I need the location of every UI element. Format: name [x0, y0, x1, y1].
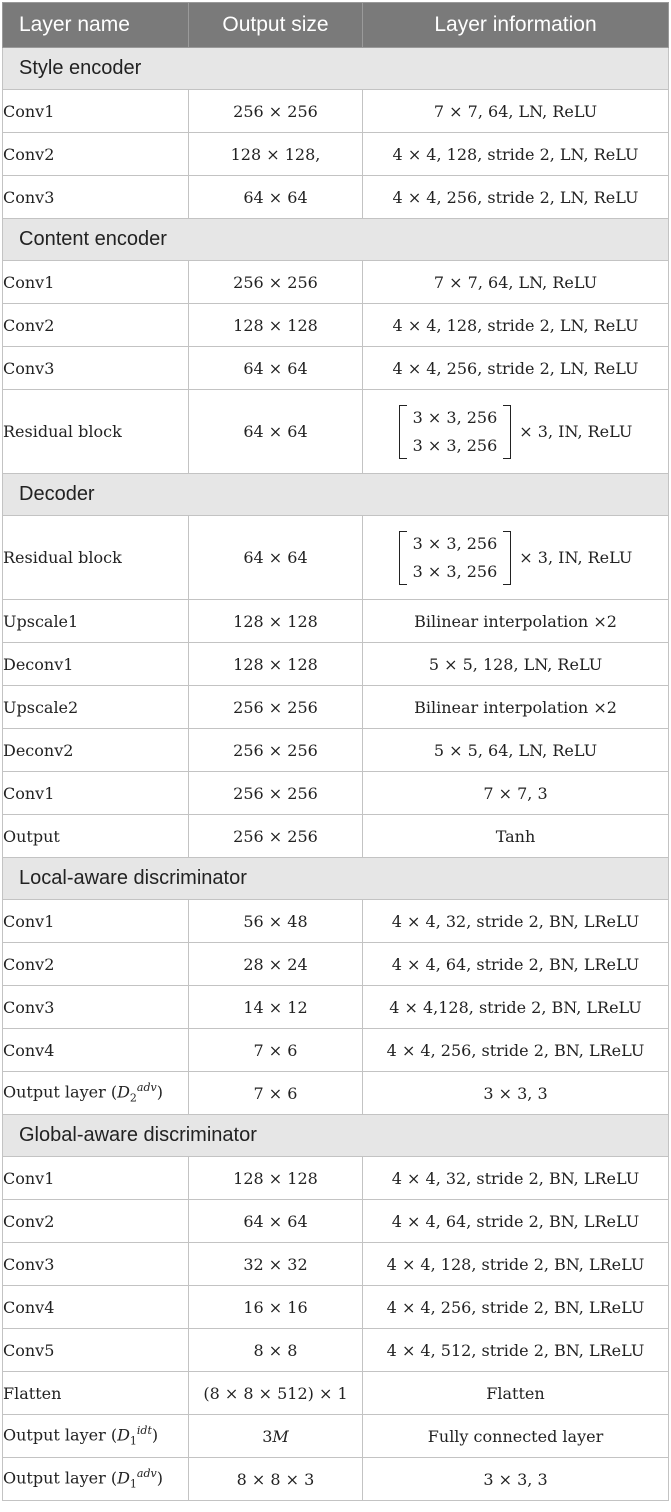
output-size: 128 × 128 [189, 600, 363, 643]
output-size: 64 × 64 [189, 516, 363, 600]
size-number: 3 [262, 1426, 273, 1446]
layer-name: Output [3, 815, 189, 858]
layer-name: Residual block [3, 390, 189, 474]
section-title: Content encoder [3, 219, 669, 261]
layer-info: 4 × 4, 128, stride 2, LN, ReLU [363, 304, 669, 347]
output-size: 7 × 6 [189, 1029, 363, 1072]
section-title: Decoder [3, 474, 669, 516]
symbol-superscript: adv [136, 1081, 157, 1095]
output-size: 7 × 6 [189, 1072, 363, 1115]
layer-name: Conv1 [3, 90, 189, 133]
matrix-entry: 3 × 3, 256 [412, 407, 498, 427]
layer-info: 4 × 4, 256, stride 2, BN, LReLU [363, 1029, 669, 1072]
output-size: 128 × 128 [189, 1157, 363, 1200]
name-prefix: Output layer ( [3, 1425, 118, 1445]
output-size: 14 × 12 [189, 986, 363, 1029]
layer-info: 5 × 5, 128, LN, ReLU [363, 643, 669, 686]
name-prefix: Output layer ( [3, 1082, 118, 1102]
layer-name [3, 1458, 189, 1501]
symbol-d: D [117, 1468, 130, 1488]
table-row [3, 686, 669, 729]
table-row [3, 1372, 669, 1415]
table-row [3, 1458, 669, 1501]
table-row [3, 815, 669, 858]
matrix-body [407, 531, 504, 585]
output-size: 56 × 48 [189, 900, 363, 943]
output-size: 256 × 256 [189, 729, 363, 772]
table-row [3, 90, 669, 133]
table-row [3, 304, 669, 347]
output-size: 64 × 64 [189, 1200, 363, 1243]
output-size: 128 × 128 [189, 304, 363, 347]
symbol-subscript: 1 [129, 1477, 137, 1491]
layer-info: Tanh [363, 815, 669, 858]
header-row [3, 3, 669, 48]
layer-name: Conv2 [3, 1200, 189, 1243]
table-row [3, 943, 669, 986]
symbol-subscript: 2 [129, 1091, 137, 1105]
layer-name: Conv4 [3, 1029, 189, 1072]
section-title: Style encoder [3, 48, 669, 90]
layer-info: 4 × 4, 32, stride 2, BN, LReLU [363, 1157, 669, 1200]
matrix-suffix: × 3, IN, ReLU [519, 422, 633, 441]
layer-name: Conv3 [3, 1243, 189, 1286]
symbol-d: D [117, 1425, 130, 1445]
table-row [3, 772, 669, 815]
matrix-suffix: × 3, IN, ReLU [519, 548, 633, 567]
table-row [3, 900, 669, 943]
right-bracket [503, 405, 511, 459]
layer-name [3, 1415, 189, 1458]
output-size: 256 × 256 [189, 90, 363, 133]
layer-name: Conv1 [3, 261, 189, 304]
symbol-d: D [117, 1082, 130, 1102]
layer-name: Conv1 [3, 1157, 189, 1200]
layer-info: Bilinear interpolation ×2 [363, 600, 669, 643]
table-row [3, 1415, 669, 1458]
layer-info: Bilinear interpolation ×2 [363, 686, 669, 729]
section-row-style-encoder [3, 48, 669, 90]
layer-info: 3 × 3, 3 [363, 1458, 669, 1501]
layer-info: 4 × 4,128, stride 2, BN, LReLU [363, 986, 669, 1029]
header-layer-information: Layer information [363, 3, 669, 48]
header-output-size: Output size [189, 3, 363, 48]
section-row-local-discriminator [3, 858, 669, 900]
table-row [3, 1329, 669, 1372]
layer-name: Conv1 [3, 900, 189, 943]
layer-info: 4 × 4, 64, stride 2, BN, LReLU [363, 943, 669, 986]
symbol-superscript: idt [136, 1424, 152, 1438]
layer-name: Conv3 [3, 986, 189, 1029]
table-row [3, 261, 669, 304]
layer-info: 4 × 4, 512, stride 2, BN, LReLU [363, 1329, 669, 1372]
header-layer-name: Layer name [3, 3, 189, 48]
layer-name: Conv2 [3, 304, 189, 347]
layer-name: Upscale2 [3, 686, 189, 729]
output-size [189, 1415, 363, 1458]
layer-info: 7 × 7, 64, LN, ReLU [363, 261, 669, 304]
output-size: 128 × 128 [189, 643, 363, 686]
output-size: 28 × 24 [189, 943, 363, 986]
matrix-entry: 3 × 3, 256 [412, 533, 498, 553]
table-row [3, 390, 669, 474]
table-row [3, 1286, 669, 1329]
output-size: 64 × 64 [189, 176, 363, 219]
layer-info: 7 × 7, 3 [363, 772, 669, 815]
table-row [3, 1072, 669, 1115]
output-size: 256 × 256 [189, 686, 363, 729]
section-row-global-discriminator [3, 1115, 669, 1157]
output-size: 256 × 256 [189, 261, 363, 304]
table-row [3, 729, 669, 772]
layer-info: 4 × 4, 256, stride 2, LN, ReLU [363, 176, 669, 219]
layer-name: Deconv2 [3, 729, 189, 772]
layer-info: 4 × 4, 256, stride 2, BN, LReLU [363, 1286, 669, 1329]
left-bracket [399, 405, 407, 459]
layer-info [363, 390, 669, 474]
layer-name: Conv3 [3, 347, 189, 390]
size-symbol: M [272, 1426, 289, 1446]
table-row [3, 600, 669, 643]
section-row-content-encoder [3, 219, 669, 261]
symbol-superscript: adv [136, 1467, 157, 1481]
output-size: (8 × 8 × 512) × 1 [189, 1372, 363, 1415]
layer-info: 4 × 4, 128, stride 2, LN, ReLU [363, 133, 669, 176]
table-row [3, 643, 669, 686]
table-row [3, 347, 669, 390]
table-row [3, 133, 669, 176]
name-suffix: ) [156, 1468, 163, 1488]
layer-name: Conv2 [3, 133, 189, 176]
layer-name: Conv3 [3, 176, 189, 219]
layer-name: Conv2 [3, 943, 189, 986]
section-row-decoder [3, 474, 669, 516]
matrix-entry: 3 × 3, 256 [412, 561, 498, 581]
output-size: 16 × 16 [189, 1286, 363, 1329]
layer-name: Conv4 [3, 1286, 189, 1329]
left-bracket [399, 531, 407, 585]
output-size: 64 × 64 [189, 390, 363, 474]
symbol-subscript: 1 [129, 1434, 137, 1448]
table-row [3, 1157, 669, 1200]
table-row [3, 1200, 669, 1243]
layer-info: 4 × 4, 256, stride 2, LN, ReLU [363, 347, 669, 390]
layer-info: 3 × 3, 3 [363, 1072, 669, 1115]
layer-info: 7 × 7, 64, LN, ReLU [363, 90, 669, 133]
output-size: 256 × 256 [189, 772, 363, 815]
table-row [3, 1243, 669, 1286]
layer-name: Conv5 [3, 1329, 189, 1372]
layer-name: Upscale1 [3, 600, 189, 643]
layer-info: Flatten [363, 1372, 669, 1415]
layer-info: 4 × 4, 64, stride 2, BN, LReLU [363, 1200, 669, 1243]
output-size: 128 × 128, [189, 133, 363, 176]
output-size: 64 × 64 [189, 347, 363, 390]
table-row [3, 176, 669, 219]
layer-info: 4 × 4, 32, stride 2, BN, LReLU [363, 900, 669, 943]
layer-name: Flatten [3, 1372, 189, 1415]
name-suffix: ) [156, 1082, 163, 1102]
residual-matrix [399, 405, 633, 459]
layer-name: Deconv1 [3, 643, 189, 686]
section-title: Local-aware discriminator [3, 858, 669, 900]
name-suffix: ) [151, 1425, 159, 1445]
residual-matrix [399, 531, 633, 585]
table-row [3, 1029, 669, 1072]
layer-info: 5 × 5, 64, LN, ReLU [363, 729, 669, 772]
layer-table [2, 2, 669, 1501]
layer-info [363, 516, 669, 600]
layer-name: Residual block [3, 516, 189, 600]
output-size: 256 × 256 [189, 815, 363, 858]
name-prefix: Output layer ( [3, 1468, 118, 1488]
output-size: 8 × 8 × 3 [189, 1458, 363, 1501]
output-size: 8 × 8 [189, 1329, 363, 1372]
layer-info: 4 × 4, 128, stride 2, BN, LReLU [363, 1243, 669, 1286]
right-bracket [503, 531, 511, 585]
matrix-entry: 3 × 3, 256 [412, 435, 498, 455]
output-size: 32 × 32 [189, 1243, 363, 1286]
section-title: Global-aware discriminator [3, 1115, 669, 1157]
matrix-body [407, 405, 504, 459]
table-row [3, 986, 669, 1029]
layer-name: Conv1 [3, 772, 189, 815]
layer-info: Fully connected layer [363, 1415, 669, 1458]
layer-name [3, 1072, 189, 1115]
table-row [3, 516, 669, 600]
